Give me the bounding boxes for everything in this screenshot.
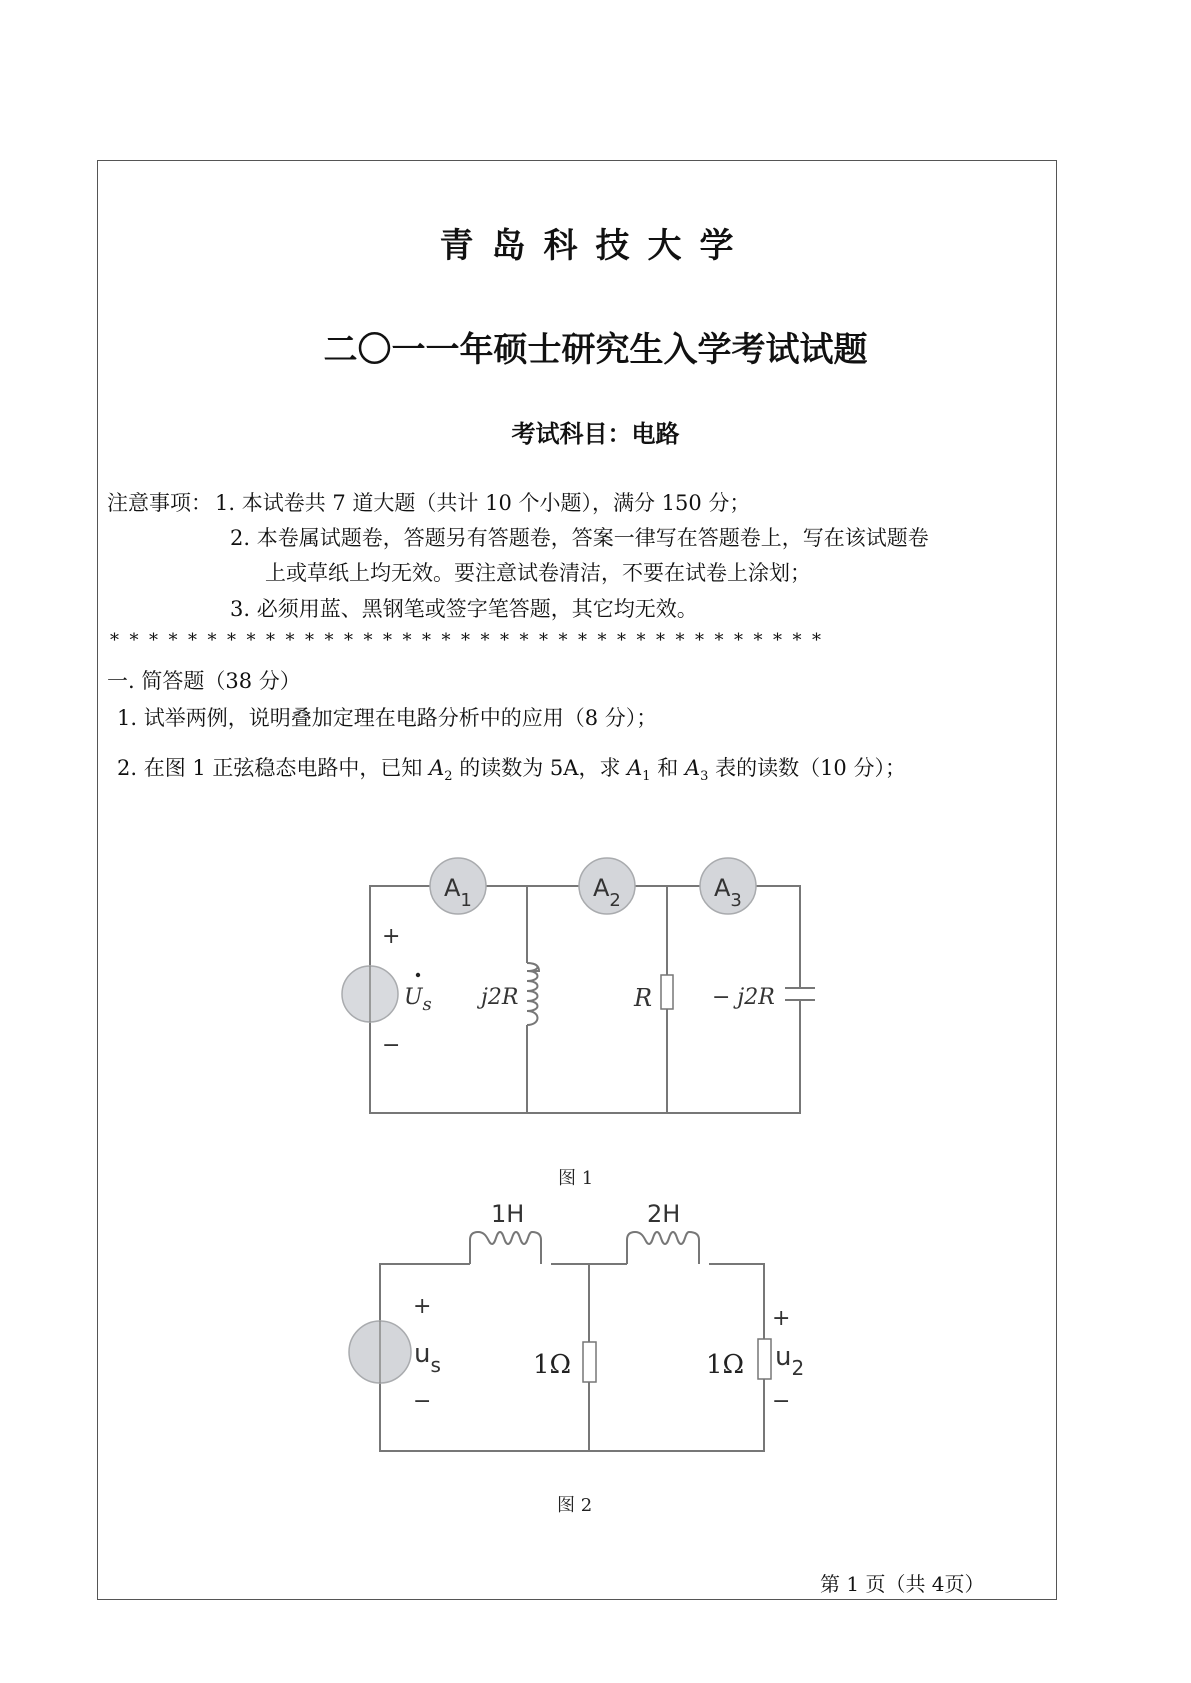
output-minus: − bbox=[772, 1389, 791, 1414]
inductor-label: j2R bbox=[481, 985, 519, 1010]
source-minus: − bbox=[413, 1389, 432, 1414]
ammeter-a2-label: $A_2$ bbox=[593, 874, 621, 911]
section-title: 一. 简答题（38 分） bbox=[107, 669, 301, 693]
output-label: $u_2$ bbox=[775, 1342, 805, 1380]
source-label: $u_s$ bbox=[414, 1339, 441, 1377]
q2-text: 2. 在图 1 正弦稳态电路中，已知 bbox=[117, 756, 430, 780]
university-name: 青岛科技大学 bbox=[439, 226, 752, 266]
inductor-icon bbox=[527, 963, 539, 1025]
figure-1-circuit bbox=[342, 858, 815, 1189]
note-item-1: 1. 本试卷共 7 道大题（共计 10 个小题），满分 150 分； bbox=[215, 491, 751, 515]
note-item-2-cont: 上或草纸上均无效。要注意试卷清洁，不要在试卷上涂划； bbox=[265, 561, 811, 585]
figure-2-circuit bbox=[349, 1200, 804, 1516]
ammeter-a1-label: $A_1$ bbox=[444, 874, 472, 911]
separator-stars: ************************************* bbox=[110, 630, 832, 651]
ammeter-a3-ref: A bbox=[684, 756, 701, 780]
exam-subject: 考试科目：电路 bbox=[511, 420, 680, 448]
q2-text: 和 bbox=[650, 756, 685, 780]
resistor-1-icon bbox=[583, 1342, 596, 1382]
source-plus: + bbox=[382, 924, 401, 949]
ammeter-a1-ref: A bbox=[627, 756, 643, 780]
q2-text: 表的读数（10 分）； bbox=[708, 756, 906, 780]
ammeter-a1-sub: 1 bbox=[642, 769, 651, 785]
figure-2-caption: 图 2 bbox=[557, 1495, 593, 1516]
note-item-3: 3. 必须用蓝、黑钢笔或签字笔答题，其它均无效。 bbox=[230, 597, 698, 621]
capacitor-label: − j2R bbox=[712, 985, 775, 1010]
resistor-1-label: 1Ω bbox=[533, 1350, 572, 1380]
notes-label: 注意事项： bbox=[107, 491, 212, 515]
resistor-2-label: 1Ω bbox=[706, 1350, 745, 1380]
ammeter-a3-label: $A_3$ bbox=[714, 874, 742, 911]
inductor-2h-label: 2H bbox=[647, 1200, 681, 1228]
note-item-2: 2. 本卷属试题卷，答题另有答题卷，答案一律写在答题卷上，写在该试题卷 bbox=[230, 526, 929, 550]
output-plus: + bbox=[772, 1306, 791, 1331]
exam-title: 二〇一一年硕士研究生入学考试试题 bbox=[323, 330, 868, 370]
ammeter-a2-ref: A bbox=[429, 756, 445, 780]
inductor-1h-label: 1H bbox=[491, 1200, 525, 1228]
q2-text: 的读数为 5A，求 bbox=[452, 756, 628, 780]
source-minus: − bbox=[382, 1033, 401, 1058]
question-1: 1. 试举两例，说明叠加定理在电路分析中的应用（8 分）； bbox=[117, 706, 658, 730]
inductor-1h-icon bbox=[470, 1232, 541, 1264]
source-plus: + bbox=[413, 1294, 432, 1319]
inductor-2h-icon bbox=[627, 1232, 699, 1264]
resistor-icon bbox=[661, 975, 673, 1009]
ammeter-a2-sub: 2 bbox=[444, 769, 453, 785]
source-label: $U_s$ bbox=[404, 985, 432, 1015]
ammeter-a3-sub: 3 bbox=[700, 769, 709, 785]
figure-1-caption: 图 1 bbox=[558, 1168, 594, 1189]
resistor-2-icon bbox=[758, 1339, 771, 1379]
resistor-label: R bbox=[634, 984, 653, 1012]
page-number: 第 1 页（共 4页） bbox=[820, 1572, 985, 1596]
phasor-dot bbox=[416, 973, 420, 977]
